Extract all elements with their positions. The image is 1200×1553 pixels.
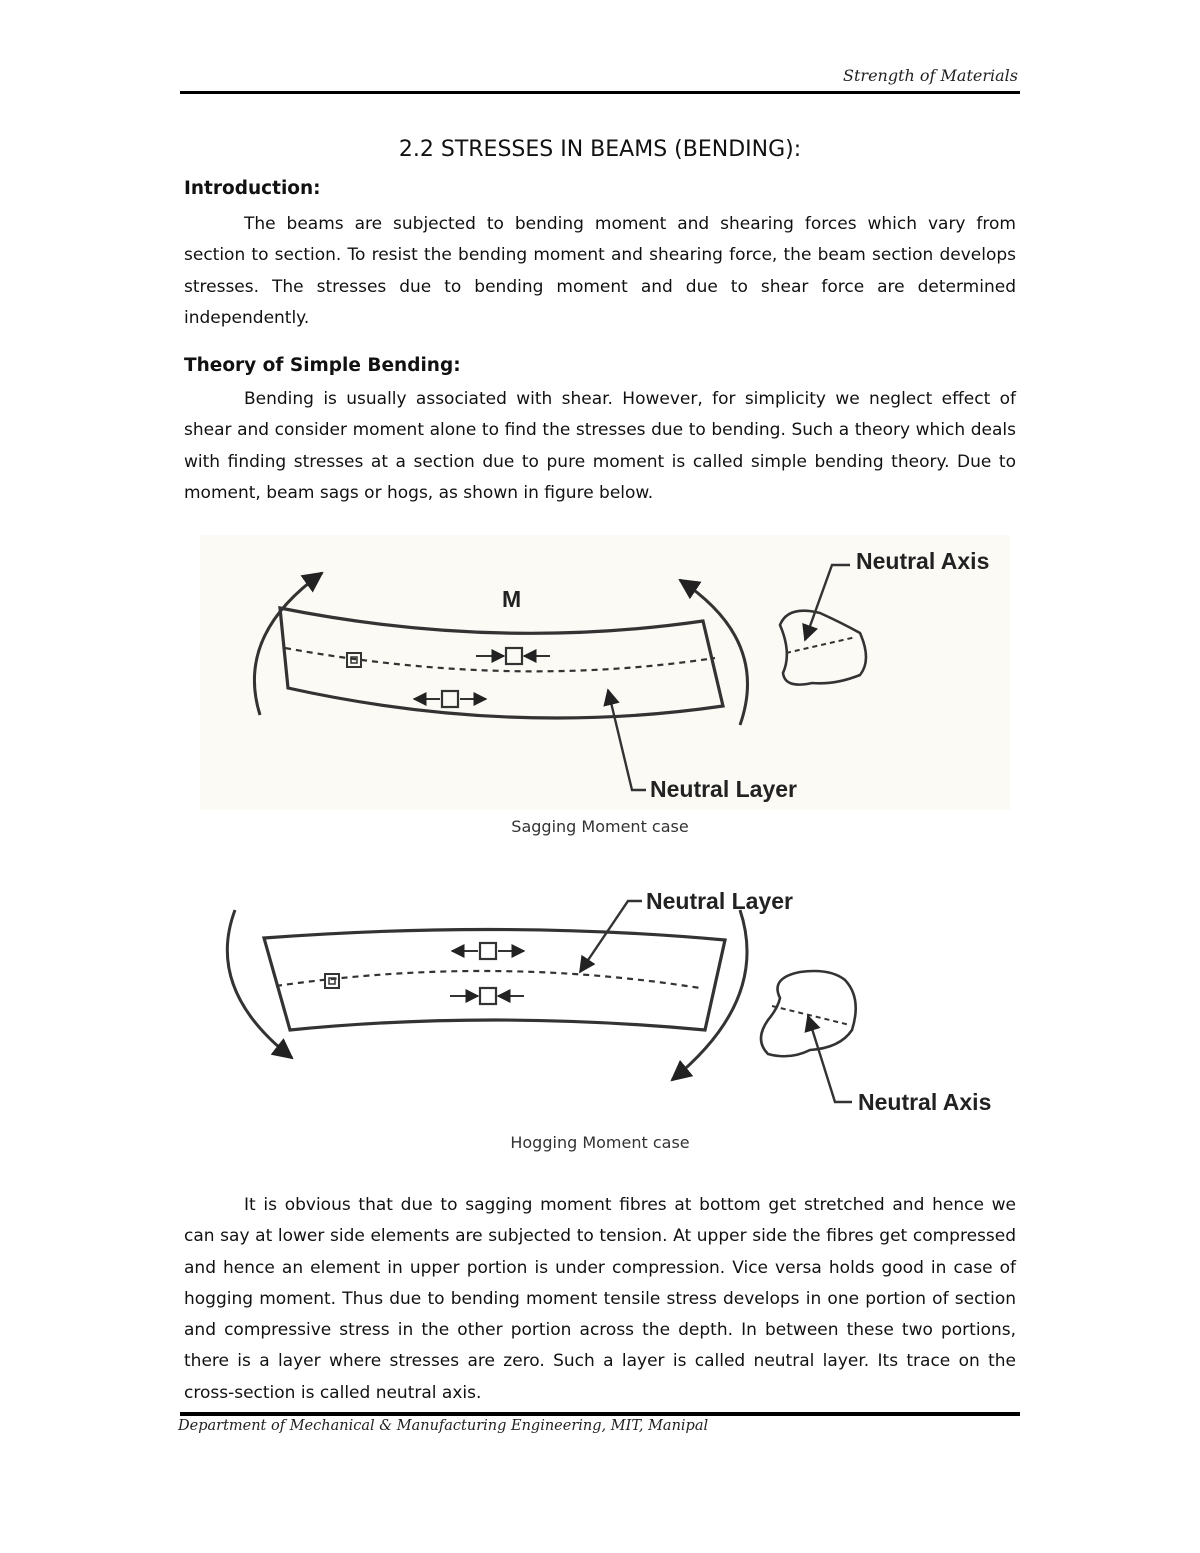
figure-background: [200, 535, 1010, 810]
hogging-caption: Hogging Moment case: [510, 1133, 690, 1152]
introduction-paragraph: The beams are subjected to bending moment and shearing forces which vary from section to section. To resist the bending moment and shearing force, the beam section develops stresses. The stresses due to bending moment and due to shear force are determined independently.: [184, 214, 1016, 328]
header-rule: [180, 91, 1020, 94]
hogging-compression-element-icon: [450, 988, 524, 1004]
introduction-heading: Introduction:: [184, 178, 321, 199]
running-footer: Department of Mechanical & Manufacturing Engineering, MIT, Manipal: [178, 1418, 709, 1434]
hogging-left-moment-arrow: [227, 910, 292, 1058]
hogging-neutral-element-icon: [325, 974, 339, 988]
sagging-caption: Sagging Moment case: [511, 817, 689, 836]
hogging-neutral-layer-pointer: [580, 901, 642, 972]
conclusion-paragraph: It is obvious that due to sagging moment fibres at bottom get stretched and hence we can say at lower side elements are subjected to tension. At upper side the fibres get compressed and hence an element in upper portion is under compression. Vice versa holds good in case of hogging moment. Thus due to bending moment tensile stress develops in one portion of section and compressive stress in the other portion across the depth. In between these two portions, there is a layer where stresses are zero. Such a layer is called neutral layer. Its trace on the cross-section is called neutral axis.: [184, 1195, 1016, 1403]
section-title: 2.2 STRESSES IN BEAMS (BENDING):: [398, 137, 802, 162]
sagging-moment-figure: [180, 525, 1020, 815]
hogging-cross-section: [761, 971, 856, 1056]
hogging-moment-figure: [180, 880, 1020, 1130]
hogging-neutral-axis-label: Neutral Axis: [858, 1089, 992, 1115]
hogging-neutral-axis-pointer: [808, 1016, 852, 1102]
neutral-layer-label: Neutral Layer: [650, 776, 798, 802]
running-header: Strength of Materials: [843, 66, 1018, 85]
footer-rule: [180, 1412, 1020, 1416]
moment-label: M: [502, 586, 522, 612]
neutral-axis-label: Neutral Axis: [856, 548, 990, 574]
theory-heading: Theory of Simple Bending:: [184, 355, 461, 376]
hogging-tension-element-icon: [452, 943, 524, 959]
hogging-neutral-layer-label: Neutral Layer: [646, 888, 794, 914]
theory-paragraph: Bending is usually associated with shear. However, for simplicity we neglect effect of shear and consider moment alone to find the stresses due to bending. Such a theory which deals with finding stresses at a section due to pure moment is called simple bending theory. Due to moment, beam sags or hogs, as shown in figure below.: [184, 389, 1016, 503]
